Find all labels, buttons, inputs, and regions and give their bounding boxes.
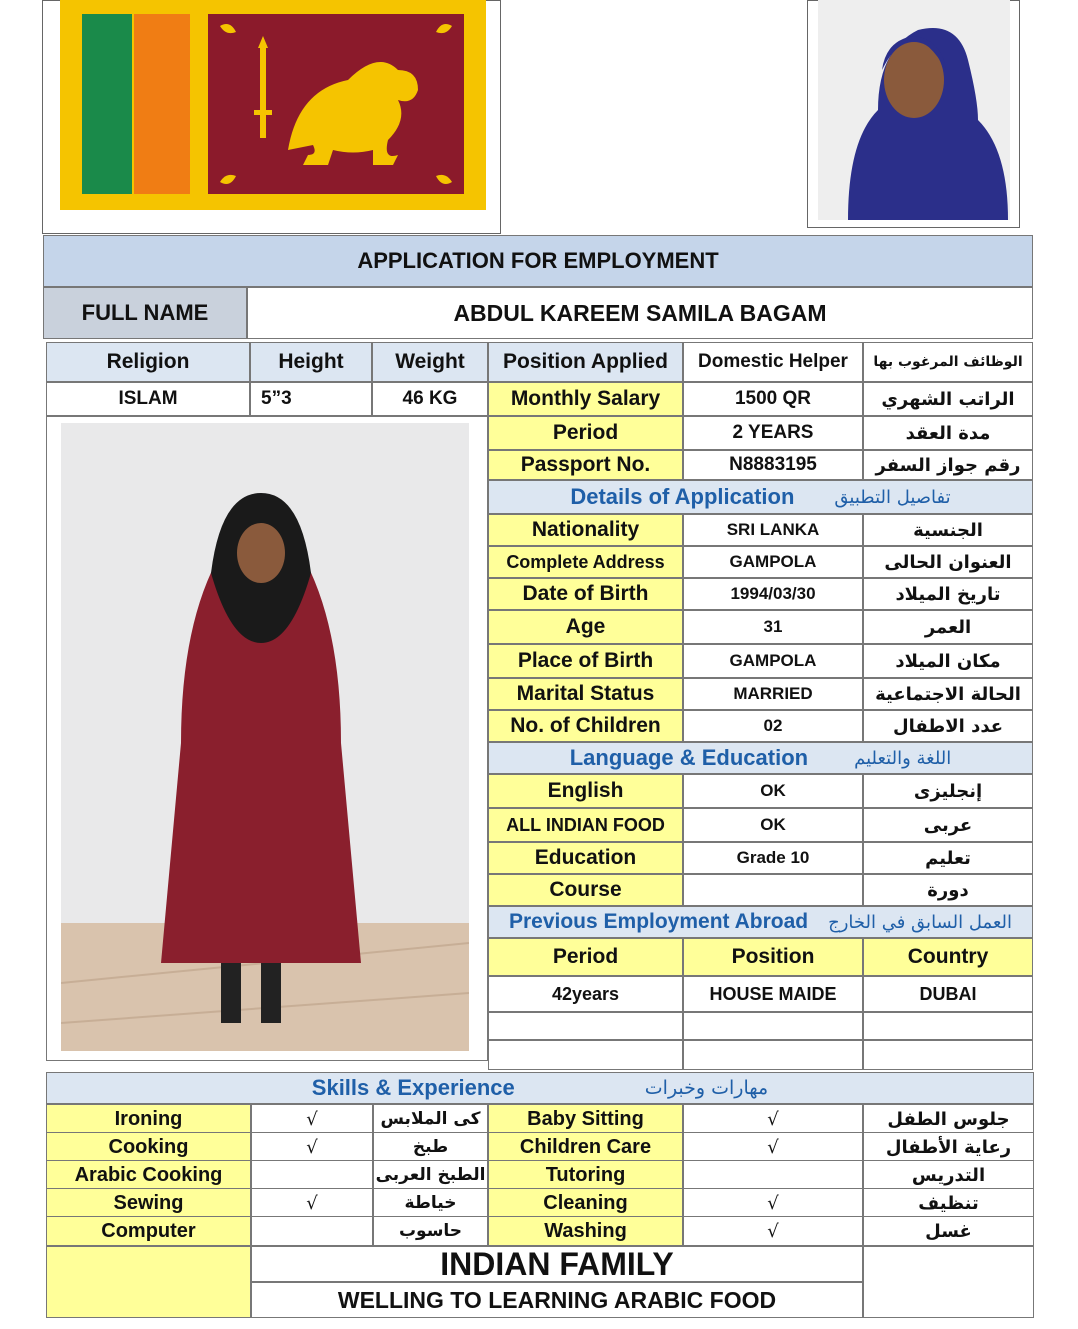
prev-col-period-text: Period <box>552 945 619 968</box>
period-text: 2 YEARS <box>732 422 814 443</box>
skill-right-ar-3 <box>863 1188 1034 1218</box>
details-ar-4-text: مكان الميلاد <box>895 650 1001 672</box>
skill-left-1 <box>46 1132 251 1162</box>
footer-family-text: INDIAN FAMILY <box>440 1246 674 1282</box>
skill-right-ar-1 <box>863 1132 1034 1162</box>
details-value-0 <box>683 514 863 546</box>
salary-value <box>683 382 863 416</box>
prev-employment-header-ar: العمل السابق في الخارج <box>828 911 1013 933</box>
salary-label-text: Monthly Salary <box>510 387 661 410</box>
full-name-label <box>43 287 247 339</box>
form-title-text: APPLICATION FOR EMPLOYMENT <box>357 248 719 273</box>
prev-row-position-text: HOUSE MAIDE <box>709 983 837 1004</box>
prev-col-country <box>863 938 1033 976</box>
weight-text: 46 KG <box>402 388 458 409</box>
period-label-text: Period <box>552 421 619 444</box>
details-value-3-text: 31 <box>763 617 783 636</box>
prev-empty-1 <box>488 1012 683 1040</box>
language-label-1-text: ALL INDIAN FOOD <box>506 814 665 835</box>
details-ar-3 <box>863 610 1033 644</box>
skill-right-ar-1-text: رعاية الأطفال <box>885 1136 1012 1158</box>
skill-left-1-text: Cooking <box>108 1135 189 1158</box>
passport-ar-text: رقم جواز السفر <box>875 454 1021 476</box>
skill-left-2 <box>46 1160 251 1190</box>
skill-left-ar-0-text: كى الملابس <box>380 1109 481 1129</box>
details-ar-0-text: الجنسية <box>913 519 983 541</box>
skill-left-ar-1-text: طبخ <box>412 1137 449 1157</box>
details-ar-5 <box>863 678 1033 710</box>
skill-left-check-3-text: √ <box>306 1192 318 1214</box>
prev-col-period <box>488 938 683 976</box>
details-value-5 <box>683 678 863 710</box>
footer-note-text: WELLING TO LEARNING ARABIC FOOD <box>337 1286 777 1313</box>
skill-left-check-4 <box>251 1216 373 1246</box>
details-header-en: Details of Application <box>570 484 795 509</box>
details-ar-1-text: العنوان الحالى <box>884 551 1012 573</box>
skill-right-0 <box>488 1104 683 1134</box>
details-value-1-text: GAMPOLA <box>729 552 817 571</box>
details-value-3 <box>683 610 863 644</box>
details-ar-2-text: تاريخ الميلاد <box>895 583 1001 605</box>
skill-left-ar-4 <box>373 1216 488 1246</box>
details-value-6 <box>683 710 863 742</box>
language-label-2 <box>488 842 683 874</box>
prev-empty-6 <box>863 1040 1033 1070</box>
language-ar-2 <box>863 842 1033 874</box>
details-ar-1 <box>863 546 1033 578</box>
skill-left-check-1-text: √ <box>306 1136 318 1158</box>
skill-left-ar-3-text: خياطة <box>404 1193 457 1213</box>
prev-row-country-text: DUBAI <box>919 983 977 1004</box>
religion-value <box>46 382 250 416</box>
prev-row-country <box>863 976 1033 1012</box>
position-label-text: Position Applied <box>503 350 668 373</box>
skill-right-4-text: Washing <box>544 1219 627 1242</box>
language-label-0-text: English <box>547 779 624 802</box>
details-label-2 <box>488 578 683 610</box>
prev-row-period <box>488 976 683 1012</box>
skill-right-ar-2-text: التدريس <box>911 1164 986 1186</box>
footer-note <box>251 1282 863 1318</box>
salary-ar-text: الراتب الشهري <box>881 388 1015 410</box>
passport-label-text: Passport No. <box>520 453 651 476</box>
skill-right-3 <box>488 1188 683 1218</box>
language-header <box>488 742 1033 774</box>
language-ar-3-text: دورة <box>927 879 969 901</box>
details-value-0-text: SRI LANKA <box>726 520 820 539</box>
details-value-2 <box>683 578 863 610</box>
position-label <box>488 342 683 382</box>
details-value-4 <box>683 644 863 678</box>
language-ar-3 <box>863 874 1033 906</box>
position-value <box>683 342 863 382</box>
skill-left-0 <box>46 1104 251 1134</box>
skill-right-check-1 <box>683 1132 863 1162</box>
language-label-2-text: Education <box>534 846 637 869</box>
skill-right-check-1-text: √ <box>767 1136 779 1158</box>
language-header-en: Language & Education <box>569 745 809 770</box>
details-label-5-text: Marital Status <box>516 682 655 705</box>
prev-empty-3 <box>863 1012 1033 1040</box>
language-value-1 <box>683 808 863 842</box>
language-value-0 <box>683 774 863 808</box>
full-body-photo <box>61 423 469 1051</box>
weight-label <box>372 342 488 382</box>
language-label-3 <box>488 874 683 906</box>
language-value-0-text: OK <box>760 781 786 800</box>
prev-empty-5 <box>683 1040 863 1070</box>
passport-text: N8883195 <box>729 454 817 475</box>
language-ar-2-text: تعليم <box>925 847 971 869</box>
prev-col-country-text: Country <box>907 945 989 968</box>
skill-right-3-text: Cleaning <box>543 1191 628 1214</box>
religion-label <box>46 342 250 382</box>
footer-right-cell <box>863 1246 1034 1318</box>
form-title <box>43 235 1033 287</box>
skill-right-check-0 <box>683 1104 863 1134</box>
details-ar-6-text: عدد الاطفال <box>892 715 1004 737</box>
details-label-3 <box>488 610 683 644</box>
language-label-3-text: Course <box>549 878 622 901</box>
passport-label <box>488 450 683 480</box>
details-label-1-text: Complete Address <box>506 551 665 572</box>
language-value-3 <box>683 874 863 906</box>
details-label-6-text: No. of Children <box>510 714 661 737</box>
period-label <box>488 416 683 450</box>
skill-right-ar-2 <box>863 1160 1034 1190</box>
height-value <box>250 382 372 416</box>
skill-left-check-0-text: √ <box>306 1108 318 1130</box>
height-label-text: Height <box>278 350 344 373</box>
details-label-2-text: Date of Birth <box>522 582 649 605</box>
details-ar-5-text: الحالة الاجتماعية <box>875 683 1021 705</box>
skill-left-check-3 <box>251 1188 373 1218</box>
skill-right-2-text: Tutoring <box>545 1163 626 1186</box>
language-value-2 <box>683 842 863 874</box>
details-value-4-text: GAMPOLA <box>729 651 817 670</box>
period-ar <box>863 416 1033 450</box>
full-name-text: ABDUL KAREEM SAMILA BAGAM <box>453 299 827 326</box>
prev-empty-4 <box>488 1040 683 1070</box>
position-ar <box>863 342 1033 382</box>
skill-right-check-2 <box>683 1160 863 1190</box>
weight-value <box>372 382 488 416</box>
language-value-1-text: OK <box>760 815 786 834</box>
details-label-5 <box>488 678 683 710</box>
language-ar-1 <box>863 808 1033 842</box>
prev-employment-header-en: Previous Employment Abroad <box>508 910 809 933</box>
skills-header-en: Skills & Experience <box>311 1075 515 1100</box>
passport-photo <box>818 0 1010 220</box>
skill-left-check-0 <box>251 1104 373 1134</box>
details-value-5-text: MARRIED <box>733 684 813 703</box>
salary-label <box>488 382 683 416</box>
skill-right-ar-0-text: جلوس الطفل <box>887 1108 1010 1130</box>
details-ar-2 <box>863 578 1033 610</box>
religion-label-text: Religion <box>106 350 190 373</box>
language-value-2-text: Grade 10 <box>736 848 810 867</box>
details-ar-6 <box>863 710 1033 742</box>
details-label-0-text: Nationality <box>531 518 640 541</box>
details-ar-4 <box>863 644 1033 678</box>
language-label-1 <box>488 808 683 842</box>
skill-left-4 <box>46 1216 251 1246</box>
period-value <box>683 416 863 450</box>
language-ar-0 <box>863 774 1033 808</box>
skills-header-ar: مهارات وخبرات <box>644 1077 769 1099</box>
details-header-ar: تفاصيل التطبيق <box>834 486 951 508</box>
skill-right-0-text: Baby Sitting <box>527 1107 644 1130</box>
prev-employment-header <box>488 906 1033 938</box>
skill-right-2 <box>488 1160 683 1190</box>
prev-col-position-text: Position <box>731 945 815 968</box>
details-header <box>488 480 1033 514</box>
skill-right-ar-0 <box>863 1104 1034 1134</box>
period-ar-text: مدة العقد <box>905 422 991 444</box>
skill-right-check-3 <box>683 1188 863 1218</box>
skills-header <box>46 1072 1034 1104</box>
skill-right-check-4 <box>683 1216 863 1246</box>
prev-col-position <box>683 938 863 976</box>
position-text: Domestic Helper <box>698 351 848 372</box>
language-header-ar: اللغة والتعليم <box>854 747 952 769</box>
height-text: 5”3 <box>261 388 292 409</box>
full-name-label-text: FULL NAME <box>81 300 209 325</box>
details-ar-3-text: العمر <box>924 616 972 638</box>
skill-left-ar-0 <box>373 1104 488 1134</box>
skill-left-ar-2 <box>373 1160 488 1190</box>
skill-right-check-3-text: √ <box>767 1192 779 1214</box>
passport-ar <box>863 450 1033 480</box>
prev-row-period-text: 42years <box>551 983 620 1004</box>
religion-text: ISLAM <box>118 388 178 409</box>
details-value-6-text: 02 <box>763 716 783 735</box>
skill-right-4 <box>488 1216 683 1246</box>
details-label-0 <box>488 514 683 546</box>
skill-right-ar-3-text: تنظيف <box>918 1192 979 1214</box>
height-label <box>250 342 372 382</box>
details-label-4 <box>488 644 683 678</box>
skill-right-1 <box>488 1132 683 1162</box>
skill-right-check-4-text: √ <box>767 1220 779 1242</box>
weight-label-text: Weight <box>395 350 465 373</box>
skill-left-ar-2-text: الطبخ العربى <box>375 1165 486 1185</box>
sri-lanka-flag-image <box>60 0 486 210</box>
skill-left-check-1 <box>251 1132 373 1162</box>
details-value-2-text: 1994/03/30 <box>730 584 816 603</box>
skill-left-ar-4-text: حاسوب <box>398 1221 463 1241</box>
language-ar-1-text: عربى <box>923 814 973 836</box>
language-label-0 <box>488 774 683 808</box>
skill-right-ar-4-text: غسل <box>925 1220 972 1242</box>
skill-left-2-text: Arabic Cooking <box>74 1163 223 1186</box>
details-label-3-text: Age <box>565 615 606 638</box>
details-label-4-text: Place of Birth <box>517 649 654 672</box>
skill-left-ar-1 <box>373 1132 488 1162</box>
skill-left-3-text: Sewing <box>113 1191 184 1214</box>
language-ar-0-text: إنجليزى <box>913 780 983 802</box>
skill-left-ar-3 <box>373 1188 488 1218</box>
skill-left-0-text: Ironing <box>114 1107 183 1130</box>
skill-left-check-2 <box>251 1160 373 1190</box>
prev-row-position <box>683 976 863 1012</box>
skill-right-1-text: Children Care <box>519 1135 652 1158</box>
details-value-1 <box>683 546 863 578</box>
salary-ar <box>863 382 1033 416</box>
passport-value <box>683 450 863 480</box>
full-name-value <box>247 287 1033 339</box>
skill-left-4-text: Computer <box>101 1219 196 1242</box>
footer-family <box>251 1246 863 1282</box>
details-ar-0 <box>863 514 1033 546</box>
footer-left-cell <box>46 1246 251 1318</box>
skill-right-ar-4 <box>863 1216 1034 1246</box>
position-ar-text: الوظائف المرغوب بها <box>873 354 1023 370</box>
prev-empty-2 <box>683 1012 863 1040</box>
salary-text: 1500 QR <box>734 388 812 409</box>
skill-left-3 <box>46 1188 251 1218</box>
details-label-1 <box>488 546 683 578</box>
details-label-6 <box>488 710 683 742</box>
skill-right-check-0-text: √ <box>767 1108 779 1130</box>
